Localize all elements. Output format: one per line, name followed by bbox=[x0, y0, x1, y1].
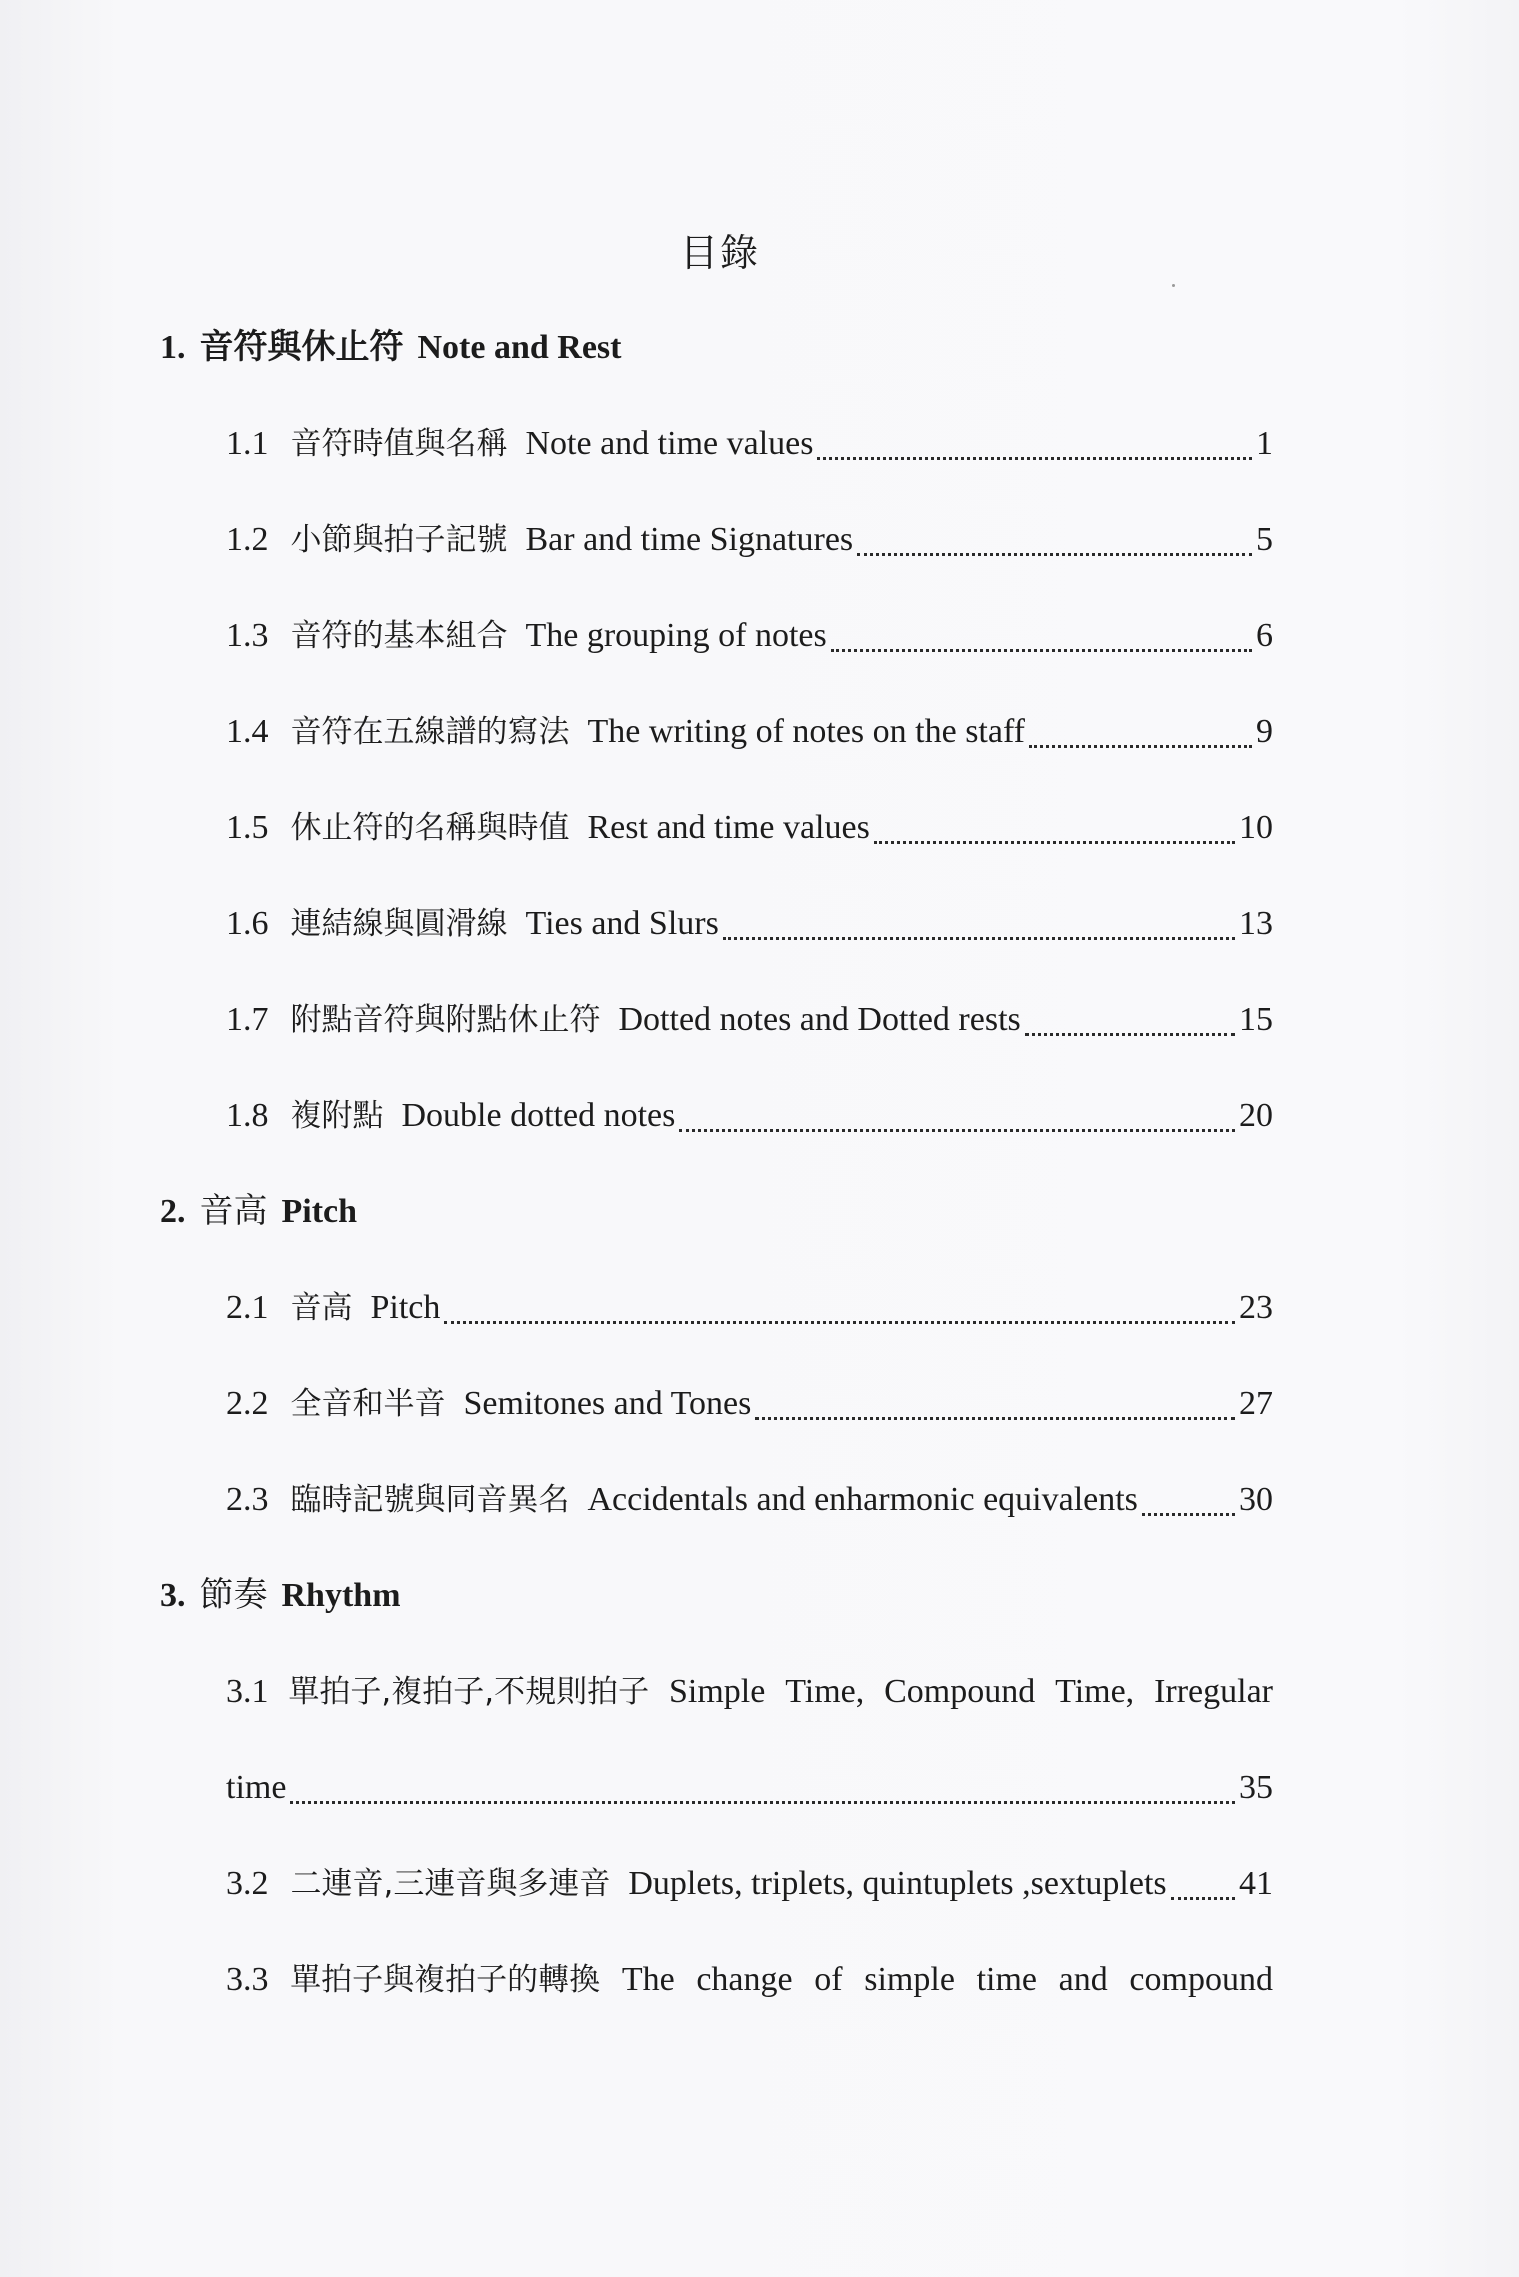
entry-title-word: compound bbox=[1129, 1961, 1273, 1998]
chapter-heading-3 bbox=[160, 1566, 1260, 1626]
entry-title-word: Irregular bbox=[1154, 1673, 1273, 1710]
entry-title-zh: 複附點 bbox=[290, 1098, 384, 1134]
toc-entry-1-4[interactable] bbox=[226, 702, 1273, 762]
entry-page-number: 15 bbox=[1239, 1001, 1273, 1038]
entry-title-zh: 單拍子與複拍子的轉換 bbox=[290, 1962, 601, 1998]
toc-entry-3-1[interactable] bbox=[226, 1662, 1273, 1722]
chapter-title-zh: 節奏 bbox=[199, 1577, 268, 1614]
chapter-heading-1 bbox=[160, 318, 1260, 378]
entry-number: 1.6 bbox=[226, 905, 269, 942]
leader-dots bbox=[1025, 1003, 1235, 1036]
entry-number: 1.1 bbox=[226, 425, 269, 462]
entry-title-zh: 臨時記號與同音異名 bbox=[290, 1482, 570, 1518]
toc-entry-1-1[interactable] bbox=[226, 414, 1273, 474]
chapter-number: 2. bbox=[160, 1193, 186, 1230]
entry-number: 1.4 bbox=[226, 713, 269, 750]
entry-title-en: Dotted notes and Dotted rests bbox=[618, 1001, 1021, 1038]
entry-title-en: Pitch bbox=[370, 1289, 441, 1326]
entry-number: 2.2 bbox=[226, 1385, 269, 1422]
entry-title-en: Rest and time values bbox=[587, 809, 870, 846]
entry-title-word: and bbox=[1058, 1961, 1108, 1998]
leader-dots bbox=[817, 427, 1252, 460]
entry-number: 2.3 bbox=[226, 1481, 269, 1518]
toc-entry-3-1-continued[interactable] bbox=[226, 1758, 1273, 1818]
toc-entry-1-7[interactable] bbox=[226, 990, 1273, 1050]
toc-entry-2-1[interactable] bbox=[226, 1278, 1273, 1338]
entry-number: 3.1 bbox=[226, 1673, 269, 1710]
entry-number: 1.3 bbox=[226, 617, 269, 654]
entry-title-word: Time, bbox=[1055, 1673, 1135, 1710]
toc-entry-2-3[interactable] bbox=[226, 1470, 1273, 1530]
toc-entry-3-2[interactable] bbox=[226, 1854, 1273, 1914]
entry-title-en: Bar and time Signatures bbox=[525, 521, 854, 558]
entry-title-zh: 附點音符與附點休止符 bbox=[290, 1002, 601, 1038]
leader-dots bbox=[290, 1771, 1235, 1804]
entry-page-number: 5 bbox=[1256, 521, 1273, 558]
entry-title-word: of bbox=[814, 1961, 843, 1998]
toc-entry-1-3[interactable] bbox=[226, 606, 1273, 666]
entry-title-zh: 二連音,三連音與多連音 bbox=[290, 1866, 611, 1902]
entry-title-zh: 小節與拍子記號 bbox=[290, 522, 508, 558]
entry-number: 2.1 bbox=[226, 1289, 269, 1326]
toc-entry-1-5[interactable] bbox=[226, 798, 1273, 858]
entry-page-number: 27 bbox=[1239, 1385, 1273, 1422]
leader-dots bbox=[679, 1099, 1235, 1132]
toc-entry-1-6[interactable] bbox=[226, 894, 1273, 954]
entry-page-number: 6 bbox=[1256, 617, 1273, 654]
entry-title-zh: 音符時值與名稱 bbox=[290, 426, 508, 462]
entry-number: 3.2 bbox=[226, 1865, 269, 1902]
entry-title-word: Simple bbox=[668, 1673, 766, 1710]
entry-number: 1.2 bbox=[226, 521, 269, 558]
chapter-heading-2 bbox=[160, 1182, 1260, 1242]
entry-number: 1.8 bbox=[226, 1097, 269, 1134]
leader-dots bbox=[1142, 1483, 1235, 1516]
leader-dots bbox=[1171, 1867, 1235, 1900]
entry-title-word: The bbox=[621, 1961, 675, 1998]
entry-page-number: 30 bbox=[1239, 1481, 1273, 1518]
entry-title-en: Double dotted notes bbox=[401, 1097, 676, 1134]
entry-title-continuation: time bbox=[226, 1769, 287, 1806]
entry-page-number: 20 bbox=[1239, 1097, 1273, 1134]
entry-title-en: Duplets, triplets, quintuplets ,sextuplets bbox=[628, 1865, 1167, 1902]
entry-title-zh: 休止符的名稱與時值 bbox=[290, 810, 570, 846]
chapter-number: 1. bbox=[160, 329, 186, 366]
entry-title-word: change bbox=[696, 1961, 793, 1998]
leader-dots bbox=[874, 811, 1235, 844]
toc-entry-1-8[interactable] bbox=[226, 1086, 1273, 1146]
entry-title-word: simple bbox=[864, 1961, 955, 1998]
entry-title-zh: 單拍子,複拍子,不規則拍子 bbox=[288, 1674, 650, 1710]
entry-title-en: The writing of notes on the staff bbox=[587, 713, 1026, 750]
paper-speck bbox=[1172, 284, 1175, 287]
entry-title-zh: 音高 bbox=[290, 1290, 353, 1326]
entry-title-en: Accidentals and enharmonic equivalents bbox=[587, 1481, 1138, 1518]
entry-title-word: time bbox=[976, 1961, 1038, 1998]
entry-page-number: 9 bbox=[1256, 713, 1273, 750]
entry-title-en: Ties and Slurs bbox=[525, 905, 719, 942]
entry-title-zh: 音符的基本組合 bbox=[290, 618, 508, 654]
entry-title-zh: 音符在五線譜的寫法 bbox=[290, 714, 570, 750]
entry-title-en: The grouping of notes bbox=[525, 617, 827, 654]
entry-page-number: 1 bbox=[1256, 425, 1273, 462]
chapter-title-zh: 音符與休止符 bbox=[199, 329, 404, 366]
entry-title-zh: 全音和半音 bbox=[290, 1386, 446, 1422]
toc-entry-2-2[interactable] bbox=[226, 1374, 1273, 1434]
entry-title-zh: 連結線與圓滑線 bbox=[290, 906, 508, 942]
leader-dots bbox=[857, 523, 1252, 556]
page-title: 目錄 bbox=[679, 233, 760, 275]
chapter-number: 3. bbox=[160, 1577, 186, 1614]
entry-page-number: 35 bbox=[1239, 1769, 1273, 1806]
leader-dots bbox=[755, 1387, 1235, 1420]
leader-dots bbox=[1029, 715, 1252, 748]
entry-title-en: Note and time values bbox=[525, 425, 814, 462]
entry-title-en: Semitones and Tones bbox=[463, 1385, 752, 1422]
entry-number: 3.3 bbox=[226, 1961, 269, 1998]
chapter-title-en: Rhythm bbox=[281, 1577, 401, 1614]
entry-number: 1.5 bbox=[226, 809, 269, 846]
entry-page-number: 23 bbox=[1239, 1289, 1273, 1326]
toc-entry-3-3[interactable] bbox=[226, 1950, 1273, 2010]
leader-dots bbox=[723, 907, 1235, 940]
leader-dots bbox=[831, 619, 1252, 652]
entry-title-word: Time, bbox=[785, 1673, 865, 1710]
leader-dots bbox=[444, 1291, 1235, 1324]
entry-page-number: 41 bbox=[1239, 1865, 1273, 1902]
entry-page-number: 10 bbox=[1239, 809, 1273, 846]
chapter-title-en: Pitch bbox=[281, 1193, 358, 1230]
chapter-title-zh: 音高 bbox=[199, 1193, 268, 1230]
entry-page-number: 13 bbox=[1239, 905, 1273, 942]
entry-title-word: Compound bbox=[884, 1673, 1036, 1710]
chapter-title-en: Note and Rest bbox=[417, 329, 622, 366]
entry-number: 1.7 bbox=[226, 1001, 269, 1038]
toc-entry-1-2[interactable] bbox=[226, 510, 1273, 570]
